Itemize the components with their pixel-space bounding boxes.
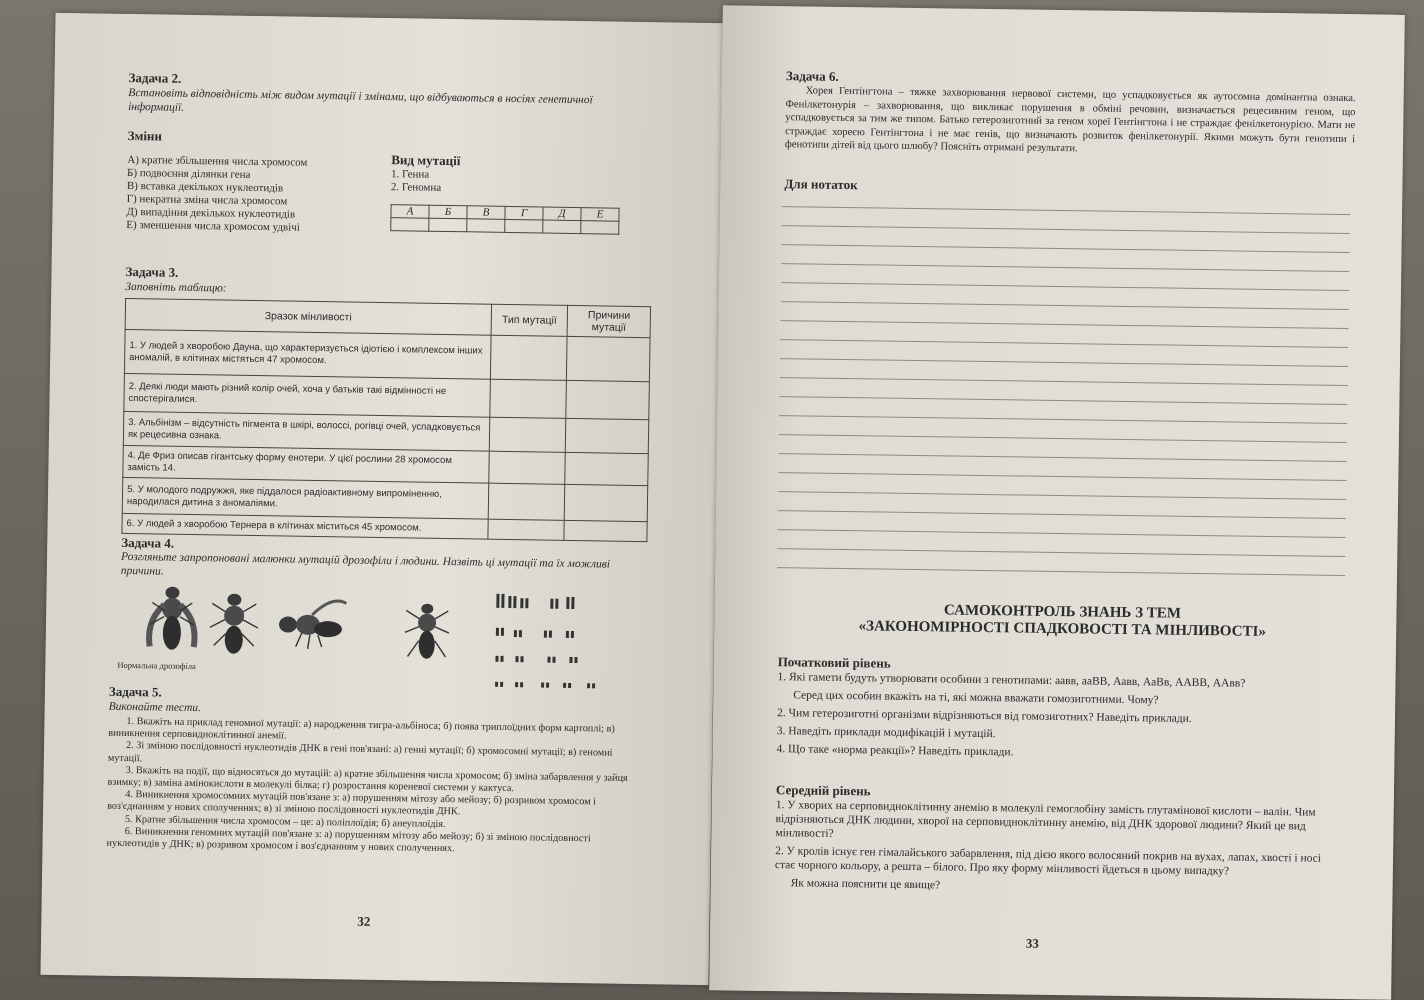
change-item: Е) зменшення числа хромосом удвічі (126, 218, 300, 234)
answer-cell[interactable] (391, 218, 429, 232)
test-item: 2. Зі зміною послідовності нуклеотидів ДНК в гені пов'язані: а) генні мутації; б) хромосомні мутації; в) геномні мутації. (107, 740, 613, 764)
task5-instruction: Виконайте тести. (108, 700, 202, 715)
mutation-types (391, 168, 442, 195)
test-item: 6. Виникнення геномних мутацій пов'язане з: а) порушенням мітозу або мейозу; б) зі зміною послідовності нуклеотидів у ДНК; в) розривом хромосом і воз'єднанням у нових сполученнях. (106, 825, 591, 855)
note-line[interactable] (781, 282, 1349, 291)
answer-cell[interactable] (565, 484, 648, 521)
answer-letter: В (467, 206, 505, 220)
change-item: В) вставка декількох нуклеотидів (126, 179, 284, 195)
task4-title: Задача 4. (121, 534, 175, 551)
note-line[interactable] (780, 377, 1348, 386)
right-page (709, 5, 1405, 999)
task6-title: Задача 6. (785, 68, 839, 84)
change-item: Д) випадіння декількох нуклеотидів (126, 205, 296, 221)
task5-title: Задача 5. (108, 683, 162, 700)
self-control-heading (778, 600, 1346, 642)
middle-level-heading: Середній рівень (775, 782, 871, 799)
answer-cell[interactable] (490, 335, 567, 380)
task5-tests (106, 716, 638, 859)
table-row-text: 6. У людей з хворобою Тернера в клітинах міститься 45 хромосом. (122, 513, 488, 539)
table-row-text: 2. Деякі люди мають різний колір очей, хоча у батьків такі відмінності не спостерігалися. (124, 373, 490, 417)
note-line[interactable] (778, 491, 1346, 500)
table-row-text: 4. Де Фриз описав гігантську форму енотери. У цієї рослини 28 хромосом замість 14. (123, 445, 489, 483)
task6-text: Хорея Гентінгтона – тяжке захворювання нервової системи, що успадковується як аутосомна домінантна ознака. Фенілкетонурія – захворювання, що викликає порушення в обміні речовин, визначається рецесивним геном, що успадковується за тим же типом. Батько гетерозиготний за геном хореї Гентінгтона і не страждає фенілкетонурією. Мати не страждає хореєю Гентінгтона і не має генів, що визначають розвиток фенілкетонурії. Якими можуть бути генотипи і фенотипи дітей від цього шлюбу? Поясніть отримані результати. (784, 85, 1356, 155)
test-item: 3. Вкажіть на події, що відносяться до мутацій: а) кратне збільшення числа хромосом; б) зміна забарвлення у зайця взимку; в) заміна амінокислоти в молекулі білка; г) розростання кореневої системи у кактуса. (107, 764, 628, 795)
initial-questions (776, 670, 1337, 764)
test-item: 4. Виникнення хромосомних мутацій пов'язане з: а) порушенням мітозу або мейозу; б) розривом хромосом і воз'єднанням у нових сполученнях; в) зі зміною послідовності нуклеотидів ДНК. (107, 789, 597, 818)
question-item: 2. Чим гетерозиготні організми відрізняються від гомозиготних? Наведіть приклади. (776, 707, 1192, 725)
notes-heading: Для нотаток (784, 176, 858, 193)
answer-cell[interactable] (489, 417, 566, 452)
table-row-text: 1. У людей з хворобою Дауна, що характеризується ідіотією і комплексом інших аномалій, в клітинах містяться 47 хромосом. (124, 329, 490, 379)
mutation-type: 1. Генна (391, 168, 430, 181)
question-item: 3. Наведіть приклади модифікацій і мутацій. (776, 725, 996, 741)
fly-mutant-side-drawing (272, 594, 353, 651)
note-line[interactable] (782, 244, 1350, 253)
note-line[interactable] (779, 396, 1347, 405)
self-control-heading-line1: САМОКОНТРОЛЬ ЗНАНЬ З ТЕМ (943, 602, 1182, 622)
answer-grid (390, 204, 619, 235)
note-line[interactable] (778, 472, 1346, 481)
question-item: Як можна пояснити це явище? (790, 877, 941, 892)
col-header: Причини мутації (567, 305, 650, 337)
note-line[interactable] (779, 453, 1347, 462)
page-number-right: 33 (1025, 935, 1039, 951)
fly-normal-drawing (141, 580, 202, 661)
initial-level-heading: Початковий рівень (777, 654, 891, 671)
table-row-text: 5. У молодого подружжя, яке піддалося радіоактивному випроміненню, народилася дитина з аномаліями. (122, 477, 488, 519)
task2-instruction: Встановіть відповідність між видом мутації і змінами, що відбуваються в носіях генетичної інформації. (128, 86, 593, 114)
mutation-type: 2. Геномна (390, 181, 442, 194)
note-line[interactable] (779, 415, 1347, 424)
question-item: 1. У хворих на серповидноклітинну анемію в молекулі гемоглобіну замість глутамінової кислоти – валін. Чим відрізняються ДНК людини, хворої на серповидноклітинну анемію, від ДНК здорової людини? Який це вид мінливості? (775, 799, 1316, 840)
self-control-heading-line2: «ЗАКОНОМІРНОСТІ СПАДКОВОСТІ ТА МІНЛИВОСТІ» (858, 618, 1266, 640)
note-line[interactable] (777, 567, 1345, 576)
note-line[interactable] (780, 358, 1348, 367)
fly-mutant-drawing (205, 589, 262, 662)
question-item: 2. У кролів існує ген гімалайського забарвлення, під дією якого волосяний покрив на вухах, лапах, хвості і носі стає чорного кольору, а решта – білого. Про яку форму мінливості йдеться в цьому випадку? (774, 845, 1322, 878)
answer-cell[interactable] (467, 219, 505, 233)
note-line[interactable] (781, 320, 1349, 329)
task3-table (121, 298, 651, 542)
mutation-type-heading: Вид мутації (391, 152, 461, 169)
answer-cell[interactable] (567, 336, 650, 381)
answer-cell[interactable] (564, 520, 647, 541)
answer-cell[interactable] (488, 483, 565, 520)
answer-cell[interactable] (565, 452, 648, 485)
answer-letter: Б (429, 205, 467, 219)
answer-cell[interactable] (505, 219, 543, 233)
answer-letter: А (391, 205, 429, 219)
change-item: А) кратне збільшення числа хромосом (127, 153, 308, 169)
answer-letter: Д (543, 207, 581, 221)
note-line[interactable] (778, 510, 1346, 519)
task4-instruction: Розгляньте запропоновані малюнки мутацій дрозофіли і людини. Назвіть ці мутації та їх можливі причини. (120, 550, 611, 578)
note-line[interactable] (779, 434, 1347, 443)
changes-heading: Зміни (127, 127, 163, 144)
fly-caption: Нормальна дрозофіла (117, 659, 196, 672)
note-line[interactable] (782, 225, 1350, 234)
answer-cell[interactable] (566, 380, 649, 419)
question-item: Серед цих особин вкажіть на ті, які можна вважати гомозиготними. Чому? (793, 689, 1159, 707)
answer-letter: Е (581, 208, 619, 222)
change-item: Г) некратна зміна числа хромосом (126, 192, 288, 208)
answer-cell[interactable] (490, 379, 567, 418)
note-line[interactable] (781, 263, 1349, 272)
answer-cell[interactable] (543, 220, 581, 234)
human-fly-drawing (401, 598, 452, 669)
question-item: 1. Які гамети будуть утворювати особини з генотипами: аавв, ааВВ, Аавв, АаВв, ААВВ, ААвв? (777, 671, 1246, 690)
page-number-left: 32 (357, 913, 371, 929)
note-line[interactable] (777, 548, 1345, 557)
changes-list (126, 154, 377, 236)
note-line[interactable] (780, 339, 1348, 348)
note-line[interactable] (782, 206, 1350, 215)
middle-questions (775, 798, 1336, 898)
note-line[interactable] (778, 529, 1346, 538)
answer-cell[interactable] (489, 451, 566, 484)
test-item: 1. Вкажіть на приклад геномної мутації: а) народження тигра-альбіноса; б) поява триплоїдних форм картоплі; в) виникнення серповидноклітинної анемії. (108, 716, 615, 742)
answer-cell[interactable] (429, 218, 467, 232)
answer-letter: Г (505, 206, 543, 220)
change-item: Б) подвоєння ділянки гена (126, 166, 251, 181)
answer-cell[interactable] (581, 221, 619, 235)
answer-cell[interactable] (566, 418, 649, 453)
karyotype-drawing (491, 592, 623, 704)
task2-title: Задача 2. (128, 69, 182, 86)
task3-title: Задача 3. (125, 263, 179, 280)
note-line[interactable] (781, 301, 1349, 310)
left-page (40, 13, 723, 985)
task3-instruction: Заповніть таблицю: (125, 280, 227, 295)
answer-cell[interactable] (488, 519, 565, 540)
test-item: 5. Кратне збільшення числа хромосом – це: а) поліплоїдія; б) анеуплоїдія. (124, 813, 446, 830)
col-header: Тип мутації (491, 304, 568, 336)
table-row-text: 3. Альбінізм – відсутність пігмента в шкірі, волоссі, рогівці очей, успадковується як рецесивна ознака. (123, 411, 489, 451)
question-item: 4. Що таке «норма реакції»? Наведіть приклади. (776, 743, 1014, 759)
col-header: Зразок мінливості (125, 298, 491, 335)
